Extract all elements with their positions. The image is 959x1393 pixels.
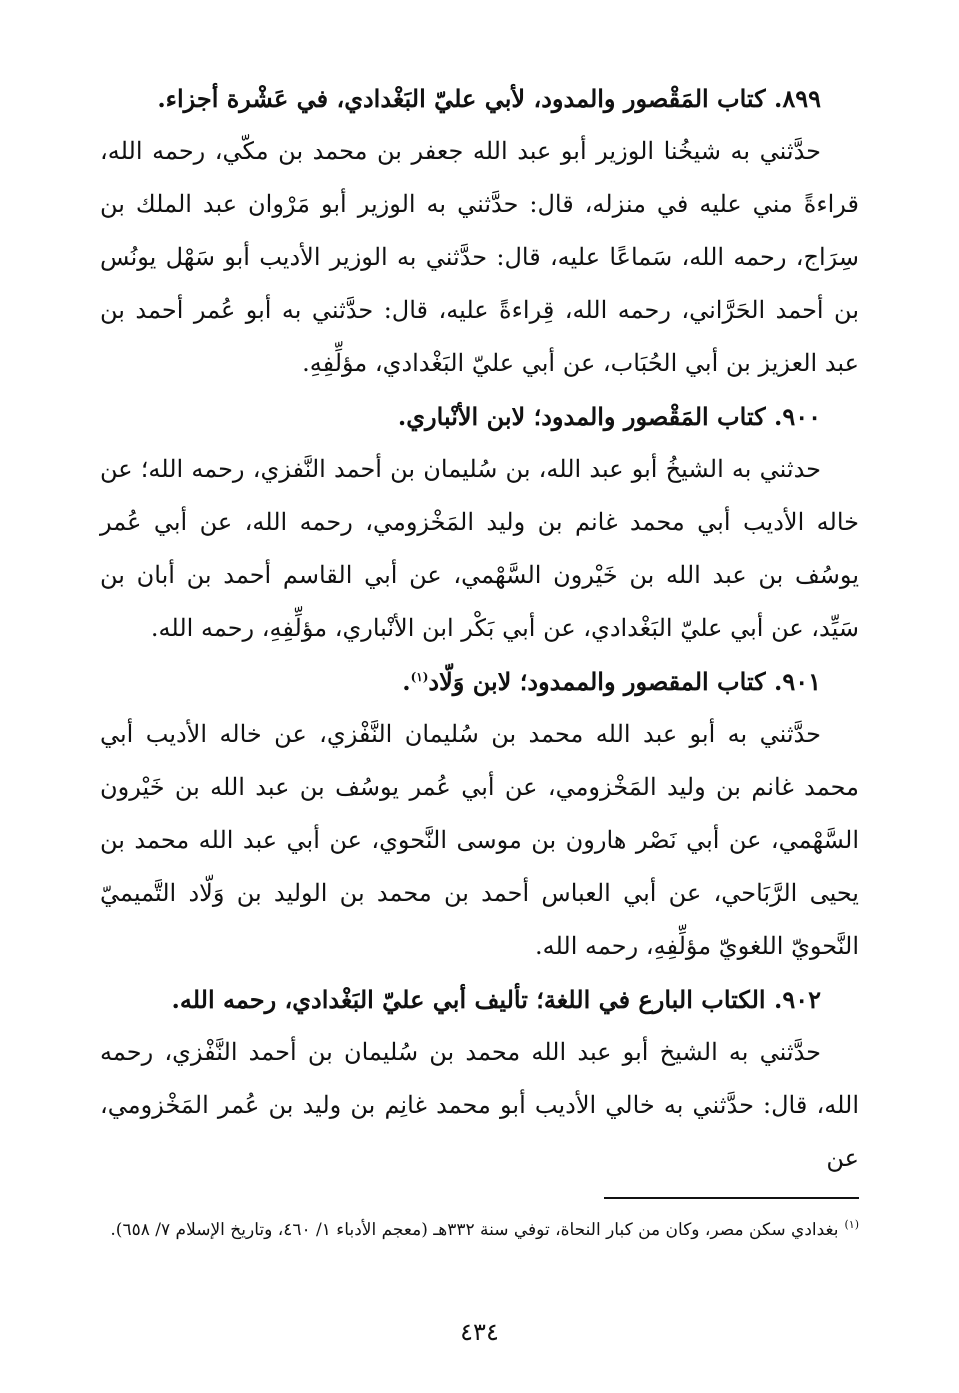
entry-body: حدثني به الشيخُ أبو عبد الله، بن سُليمان بن أحمد النَّفزي، رحمه الله؛ عن خاله الأديب أبي محمد غانم بن وليد المَخْزومي، رحمه الله، عن أبي عُمر يوسُف بن عبد الله بن خَيْرون السَّهْمي، عن أبي القاسم أحمد بن أبان بن سَيِّد، عن أبي عليّ البَغْدادي، عن أبي بَكْر ابن الأنْباري، مؤلِّفِهِ، رحمه الله.	[100, 455, 859, 642]
entry-901	[100, 655, 859, 973]
entry-title-end: .	[402, 667, 411, 696]
footnote	[100, 1212, 859, 1249]
entry-number: ٩٠٢.	[773, 985, 821, 1014]
entry-number: ٩٠١.	[773, 667, 821, 696]
entry-title-text: الكتاب البارع في اللغة؛ تأليف أبي عليّ البَغْدادي، رحمه الله.	[171, 985, 766, 1014]
entry-title	[100, 390, 859, 443]
entry-body: حدَّثني به شيخُنا الوزير أبو عبد الله جعفر بن محمد بن مكّي، رحمه الله، قراءةً مني عليه في منزله، قال: حدَّثني به الوزير أبو مَرْوان عبد الملك بن سِرَاج، رحمه الله، سَماعًا عليه، قال: حدَّثني به الوزير الأديب أبو سَهْل يونُس بن أحمد الحَرَّاني، رحمه الله، قِراءةً عليه، قال: حدَّثني به أبو عُمر أحمد بن عبد العزيز بن أبي الحُبَاب، عن أبي عليّ البَغْدادي، مؤلِّفِهِ.	[100, 137, 859, 377]
entry-title-text: كتاب المَقْصور والمدود؛ لابن الأنْباري.	[397, 402, 766, 431]
entry-body: حدَّثني به الشيخ أبو عبد الله محمد بن سُليمان بن أحمد النَّفْزي، رحمه الله، قال: حدَّثني به خالي الأديب أبو محمد غانِم بن وليد بن عُمر المَخْزومي، عن	[100, 1038, 859, 1172]
entry-title	[100, 655, 859, 708]
footnote-text: بغدادي سكن مصر، وكان من كبار النحاة، توفي سنة ٣٣٢هـ (معجم الأدباء ١/ ٤٦٠، وتاريخ الإسلام ٧/ ٦٥٨).	[110, 1220, 839, 1240]
entry-title	[100, 72, 859, 125]
footnote-divider	[604, 1197, 859, 1199]
entry-900	[100, 390, 859, 655]
entry-902	[100, 973, 859, 1185]
entry-title	[100, 973, 859, 1026]
entry-899	[100, 72, 859, 390]
entry-number: ٨٩٩.	[773, 84, 821, 113]
entry-title-text: كتاب المَقْصور والمدود، لأبي عليّ البَغْدادي، في عَشْرة أجزاء.	[157, 84, 766, 113]
page-number: ٤٣٤	[460, 1318, 499, 1346]
page-content	[100, 72, 859, 1185]
footnote-reference[interactable]: (١)	[410, 670, 429, 684]
entry-body: حدَّثني به أبو عبد الله محمد بن سُليمان النَّفْزي، عن خاله الأديب أبي محمد غانم بن وليد المَخْزومي، عن أبي عُمر يوسُف بن عبد الله بن خَيْرون السَّهْمي، عن أبي نَصْر هارون بن موسى النَّحوي، عن أبي عبد الله محمد بن يحيى الرَّبَاحي، عن أبي العباس أحمد بن محمد بن الوليد بن وَلّاد التَّميميّ النَّحويّ اللغويّ مؤلِّفِهِ، رحمه الله.	[100, 720, 860, 960]
footnotes	[100, 1212, 859, 1249]
entry-number: ٩٠٠.	[773, 402, 821, 431]
footnote-marker: (١)	[844, 1218, 859, 1232]
entry-title-text: كتاب المقصور والممدود؛ لابن وَلّاد	[428, 667, 766, 696]
